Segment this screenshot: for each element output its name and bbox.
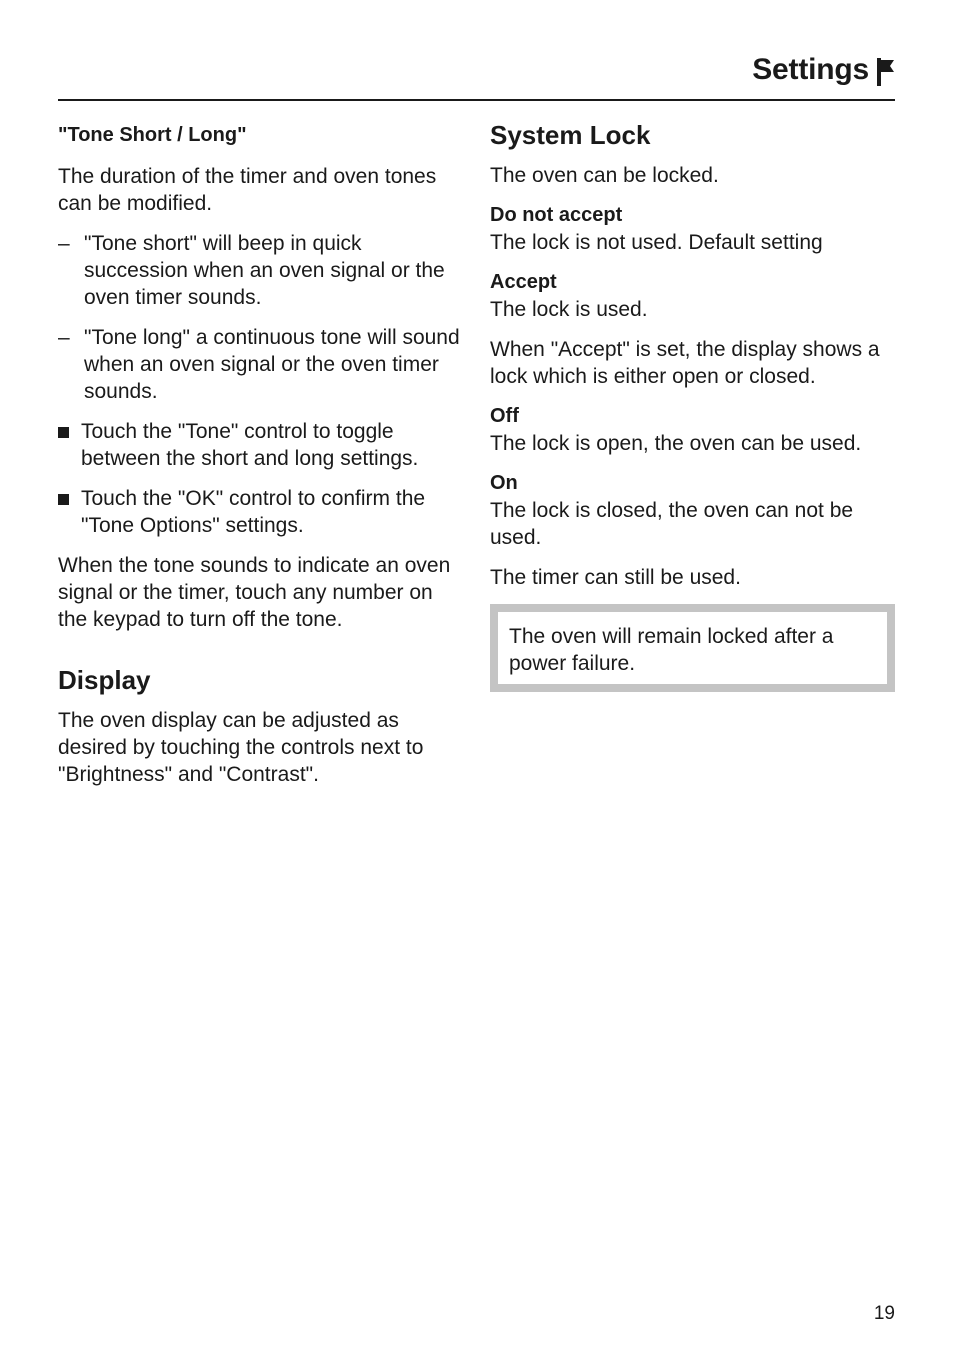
instruction-text: Touch the "OK" control to confirm the "Tone Options" settings. [81, 487, 426, 537]
flag-icon [877, 58, 895, 86]
instruction-text: Touch the "Tone" control to toggle between the short and long settings. [81, 420, 419, 470]
state-text: The lock is open, the oven can be used. [490, 432, 862, 455]
note-box [490, 604, 895, 692]
option-label: Accept [490, 271, 557, 293]
tone-note: When the tone sounds to indicate an oven signal or the timer, touch any number on the keypad to turn off the tone. [58, 554, 451, 631]
system-lock-intro: The oven can be locked. [490, 164, 719, 187]
option-text: The lock is not used. Default setting [490, 231, 823, 254]
option-text: The lock is used. [490, 298, 648, 321]
option-label: Do not accept [490, 204, 623, 226]
right-column [490, 122, 895, 692]
left-column [58, 122, 463, 801]
square-bullet-icon [58, 427, 69, 438]
state-text: The lock is closed, the oven can not be used. [490, 499, 854, 549]
note-text: The oven will remain locked after a power failure. [509, 625, 834, 675]
dash-mark: – [58, 326, 70, 349]
state-off [490, 403, 895, 457]
timer-note: The timer can still be used. [490, 566, 741, 589]
state-label: On [490, 472, 518, 494]
list-item [58, 230, 463, 311]
state-label: Off [490, 405, 519, 427]
page-title: Settings [752, 53, 869, 86]
tone-intro: The duration of the timer and oven tones can be modified. [58, 165, 437, 215]
tone-heading: "Tone Short / Long" [58, 124, 247, 146]
page-number: 19 [873, 1303, 895, 1324]
option-do-not-accept [490, 202, 895, 256]
state-on [490, 470, 895, 551]
accept-note: When "Accept" is set, the display shows a lock which is either open or closed. [490, 338, 880, 388]
page-header [58, 48, 895, 101]
system-lock-heading: System Lock [490, 120, 651, 150]
display-heading: Display [58, 665, 151, 695]
instruction-item [58, 418, 463, 472]
instruction-item [58, 485, 463, 539]
option-accept [490, 269, 895, 323]
list-item-text: "Tone short" will beep in quick succession when an oven signal or the oven timer sounds. [84, 232, 445, 309]
display-text: The oven display can be adjusted as desired by touching the controls next to "Brightness" and "Contrast". [58, 709, 424, 786]
dash-mark: – [58, 232, 70, 255]
list-item [58, 324, 463, 405]
square-bullet-icon [58, 494, 69, 505]
list-item-text: "Tone long" a continuous tone will sound when an oven signal or the oven timer sounds. [84, 326, 460, 403]
